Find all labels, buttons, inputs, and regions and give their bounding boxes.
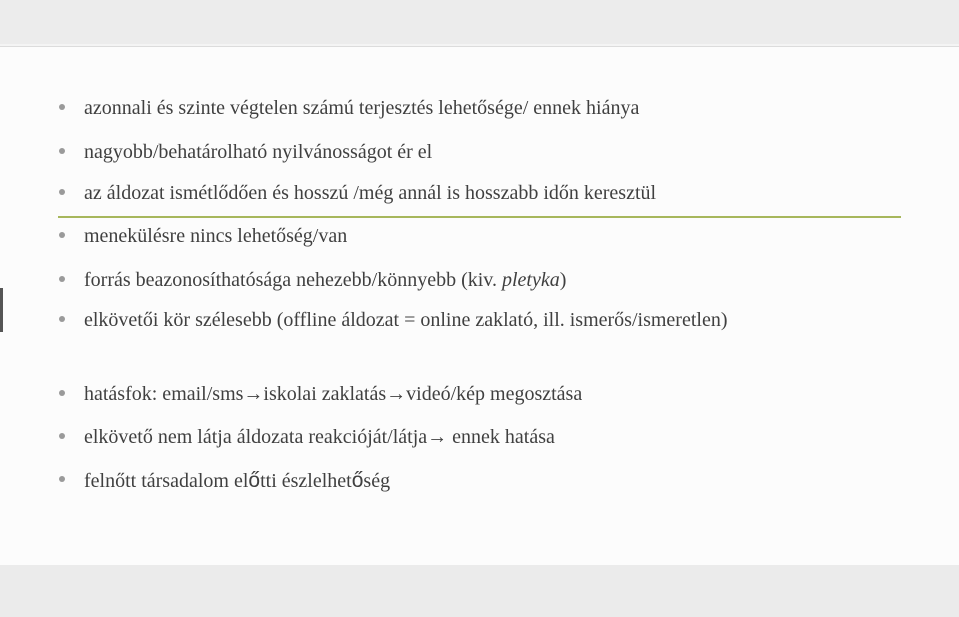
bullet-dot-icon bbox=[59, 316, 65, 322]
bullet-text-italic: pletyka bbox=[502, 269, 560, 291]
bullet-item bbox=[84, 426, 914, 449]
bullet-text: menekülésre nincs lehetőség/van bbox=[84, 225, 348, 247]
bullet-item bbox=[84, 97, 914, 120]
bullet-text-part: tti észlelhet bbox=[260, 470, 352, 492]
bullet-text: elkövetői kör szélesebb (offline áldozat = online zaklató, ill. ismerős/ismeretlen) bbox=[84, 309, 728, 331]
bullet-text: hatásfok: email/sms→iskolai zaklatás→videó/kép megosztása bbox=[84, 383, 583, 405]
bullet-text-part: ő bbox=[248, 469, 261, 492]
bullet-item bbox=[84, 269, 914, 292]
bullet-text-plain: forrás beazonosíthatósága nehezebb/könnyebb (kiv. bbox=[84, 269, 502, 291]
bullet-text-part: ség bbox=[363, 470, 391, 492]
bullet-item bbox=[84, 383, 914, 406]
bullet-dot-icon bbox=[59, 148, 65, 154]
bullet-dot-icon bbox=[59, 189, 65, 195]
bullet-text bbox=[84, 269, 566, 291]
bullet-text: elkövető nem látja áldozata reakcióját/látja→ ennek hatása bbox=[84, 426, 555, 448]
bullet-dot-icon bbox=[59, 390, 65, 396]
bullet-item bbox=[84, 225, 914, 248]
bullet-text-part: felnő bbox=[84, 470, 126, 492]
bullet-dot-icon bbox=[59, 232, 65, 238]
bullet-dot-icon bbox=[59, 276, 65, 282]
bullet-text-part: ő bbox=[351, 469, 364, 492]
bullet-item bbox=[84, 141, 914, 164]
bullet-text: az áldozat ismétlődően és hosszú /még annál is hosszabb időn keresztül bbox=[84, 182, 657, 204]
bullet-text-part: tt társadalom el bbox=[125, 470, 249, 492]
bullet-item bbox=[84, 469, 914, 493]
bullet-text: nagyobb/behatárolható nyilvánosságot ér el bbox=[84, 141, 433, 163]
bullet-dot-icon bbox=[59, 476, 65, 482]
bullet-text: azonnali és szinte végtelen számú terjesztés lehetősége/ ennek hiánya bbox=[84, 97, 640, 119]
bullet-text-plain: ) bbox=[559, 269, 567, 291]
bullet-dot-icon bbox=[59, 433, 65, 439]
bullet-item bbox=[84, 305, 914, 336]
bullet-text bbox=[84, 470, 390, 492]
bullet-dot-icon bbox=[59, 104, 65, 110]
bullet-item bbox=[84, 182, 914, 205]
